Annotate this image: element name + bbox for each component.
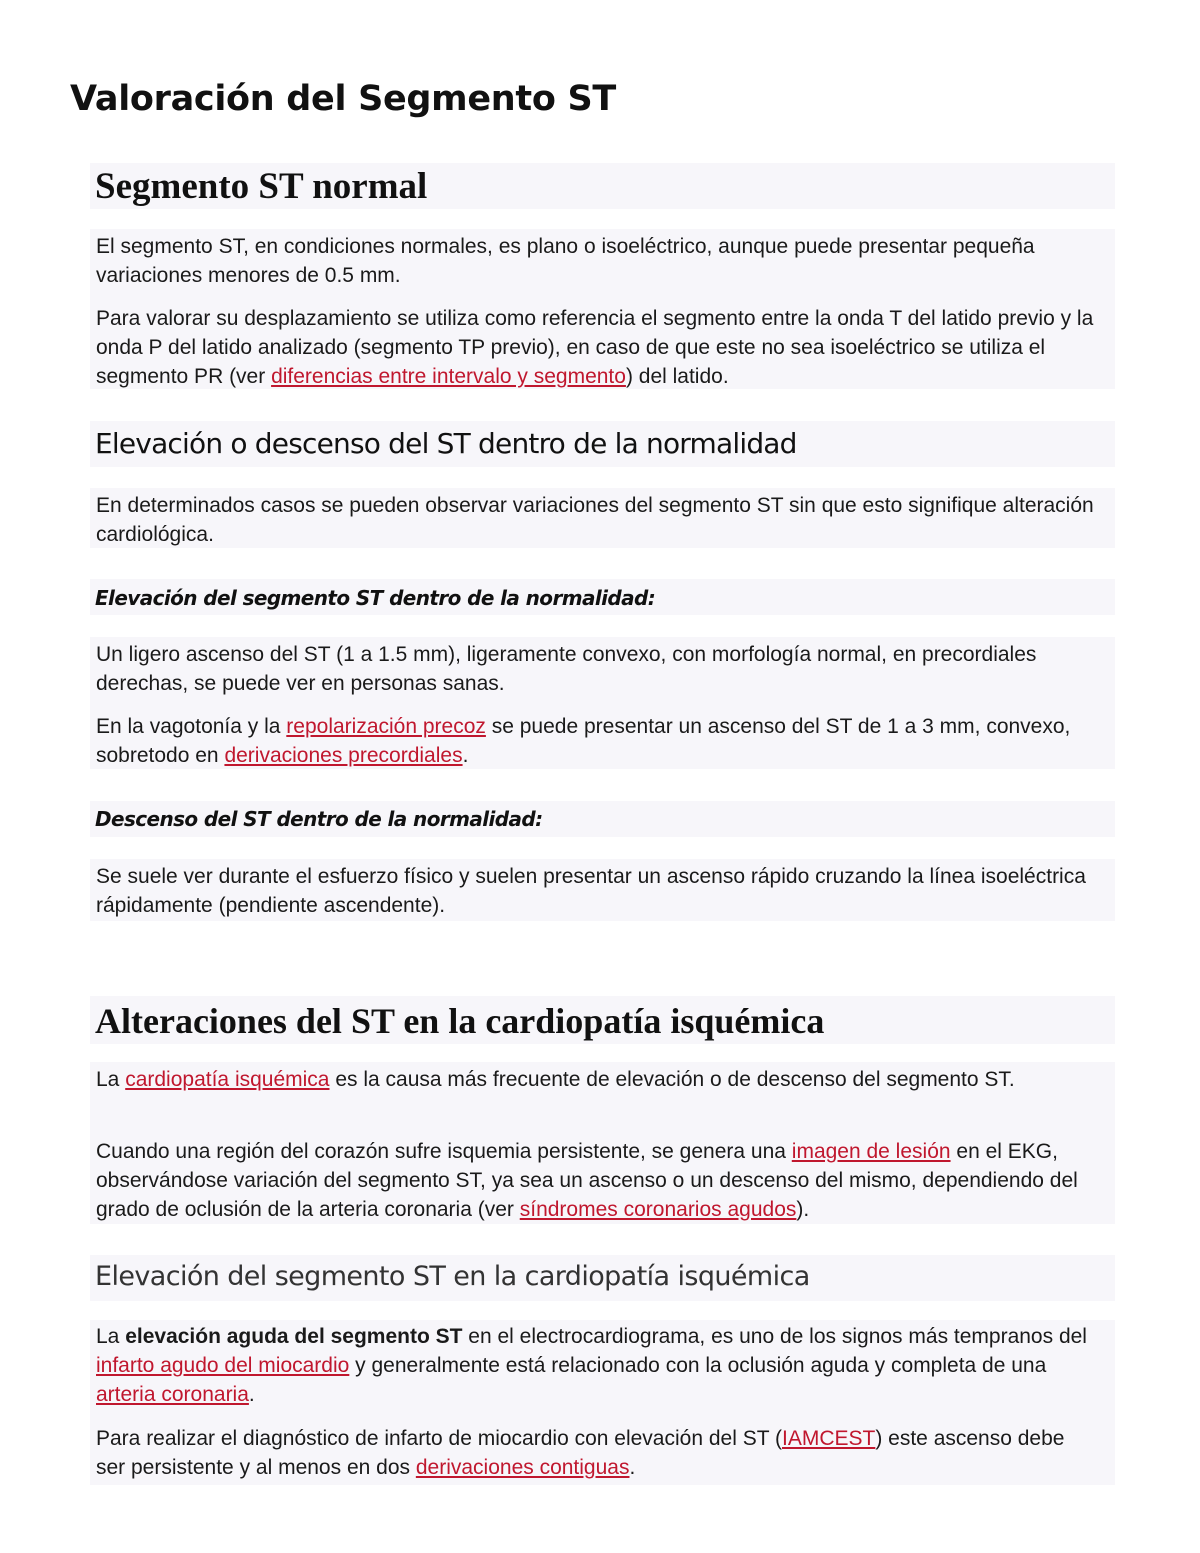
section-heading-ischemic: Alteraciones del ST en la cardiopatía isquémica (95, 1001, 825, 1041)
text-span: en el electrocardiograma, es uno de los signos más tempranos del (462, 1325, 1087, 1348)
link-repolarizacion-precoz[interactable]: repolarización precoz (286, 715, 486, 738)
section-heading-st-elevation-ischemic: Elevación del segmento ST en la cardiopatía isquémica (95, 1261, 810, 1292)
paragraph-vagotonia (96, 712, 1106, 770)
text-span: . (629, 1456, 636, 1479)
paragraph-ischemia-lesion (96, 1137, 1114, 1224)
section-heading-st-normal: Segmento ST normal (95, 166, 428, 207)
paragraph-elevation-healthy: Un ligero ascenso del ST (1 a 1.5 mm), ligeramente convexo, con morfología normal, en precordiales derechas, se puede ver en personas sanas. (96, 643, 1037, 695)
paragraph-iamcest-diagnosis (96, 1424, 1096, 1482)
text-span: en el EKG, observándose variación del segmento ST, ya sea un ascenso o un descenso del mismo, dependiendo del grado de oclusión de la arteria coronaria (ver (96, 1140, 1078, 1221)
link-sindromes-coronarios-agudos[interactable]: síndromes coronarios agudos (519, 1198, 797, 1221)
link-imagen-de-lesion[interactable]: imagen de lesión (791, 1140, 951, 1163)
bold-text: elevación aguda del segmento ST (125, 1325, 463, 1348)
paragraph-acute-elevation (96, 1322, 1096, 1409)
paragraph-st-reference (96, 304, 1111, 391)
link-iamcest[interactable]: IAMCEST (782, 1427, 876, 1450)
subheading-elevation-normal: Elevación del segmento ST dentro de la normalidad: (95, 586, 656, 610)
link-derivaciones-contiguas[interactable]: derivaciones contiguas (415, 1456, 630, 1479)
text-span: Para valorar su desplazamiento se utiliza como referencia el segmento entre la onda T del latido previo y la onda P del latido analizado (segmento TP previo), en caso de que este no sea isoeléctrico se utiliza el segmento PR (ver (96, 307, 1094, 388)
text-span: es la causa más frecuente de elevación o de descenso del segmento ST. (329, 1068, 1015, 1091)
link-diferencias-intervalo-segmento[interactable]: diferencias entre intervalo y segmento (271, 365, 626, 388)
text-span: Cuando una región del corazón sufre isquemia persistente, se genera una (96, 1140, 792, 1163)
paragraph-descent-exercise: Se suele ver durante el esfuerzo físico y suelen presentar un ascenso rápido cruzando la línea isoeléctrica rápidamente (pendiente ascendente). (96, 865, 1086, 917)
text-span: ) este ascenso debe ser persistente y al menos en dos (96, 1427, 1065, 1479)
text-span: ). (796, 1198, 810, 1221)
link-arteria-coronaria[interactable]: arteria coronaria (96, 1383, 249, 1406)
link-infarto-agudo-miocardio[interactable]: infarto agudo del miocardio (96, 1354, 350, 1377)
text-span: . (462, 744, 469, 767)
text-span: ) del latido. (625, 365, 729, 388)
section-heading-normal-variation: Elevación o descenso del ST dentro de la normalidad (95, 427, 797, 460)
subheading-descent-normal: Descenso del ST dentro de la normalidad: (95, 807, 543, 831)
page-title: Valoración del Segmento ST (70, 79, 616, 119)
text-span: La (96, 1325, 126, 1348)
paragraph-normal-variation-intro: En determinados casos se pueden observar variaciones del segmento ST sin que esto signifique alteración cardiológica. (96, 494, 1094, 546)
text-span: se puede presentar un ascenso del ST de 1 a 3 mm, convexo, sobretodo en (96, 715, 1071, 767)
text-span: y generalmente está relacionado con la oclusión aguda y completa de una (349, 1354, 1047, 1377)
link-derivaciones-precordiales[interactable]: derivaciones precordiales (224, 744, 463, 767)
text-span: . (248, 1383, 255, 1406)
text-span: La (96, 1068, 126, 1091)
text-span: En la vagotonía y la (96, 715, 287, 738)
link-cardiopatia-isquemica[interactable]: cardiopatía isquémica (125, 1068, 330, 1091)
paragraph-ischemic-cause (96, 1065, 1096, 1094)
text-span: Para realizar el diagnóstico de infarto de miocardio con elevación del ST ( (96, 1427, 782, 1450)
paragraph-st-normal-definition: El segmento ST, en condiciones normales, es plano o isoeléctrico, aunque puede presentar pequeña variaciones menores de 0.5 mm. (96, 235, 1035, 287)
